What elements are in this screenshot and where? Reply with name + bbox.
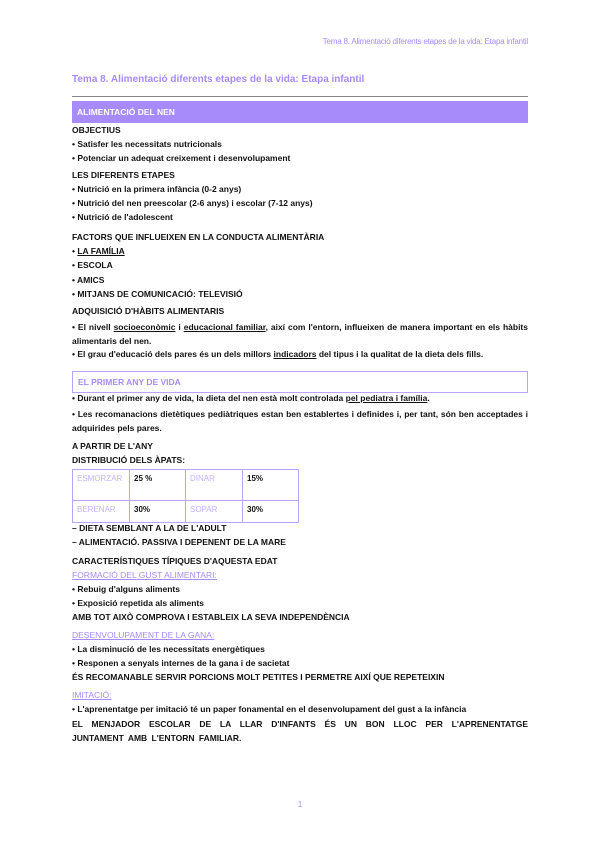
heading-factors: FACTORS QUE INFLUEIXEN EN LA CONDUCTA ALIMENTÀRIA xyxy=(72,232,325,242)
list-item: • Nutrició de l'adolescent xyxy=(72,212,173,222)
table-cell: 15% xyxy=(243,470,299,501)
heading-caracteristiques: CARACTERÍSTIQUES TÍPIQUES D'AQUESTA EDAT xyxy=(72,556,278,566)
running-header: Tema 8. Alimentació diferents etapes de la vida: Etapa infantil xyxy=(322,37,528,46)
page-number: 1 xyxy=(297,800,303,809)
subheading-gana: DESENVOLUPAMENT DE LA GANA: xyxy=(72,630,215,640)
paragraph: • Les recomanacions dietètiques pediàtriques estan ben establertes i definides i, per tant, són ben acceptades i adquirides pels pares. xyxy=(72,409,528,433)
heading-objectius: OBJECTIUS xyxy=(72,125,121,135)
dash-item: – DIETA SEMBLANT A LA DE L'ADULT xyxy=(72,523,227,533)
table-cell: BERENAR xyxy=(73,501,130,523)
section-heading-primer-any: EL PRIMER ANY DE VIDA xyxy=(72,371,528,393)
title-divider xyxy=(72,96,528,97)
heading-a-partir: A PARTIR DE L'ANY xyxy=(72,441,153,451)
list-item: • L'aprenentatge per imitació té un paper fonamental en el desenvolupament del gust a la infància xyxy=(72,704,467,714)
note: EL MENJADOR ESCOLAR DE LA LLAR D'INFANTS ÉS UN BON LLOC PER L'APRENENTATGE JUNTAMENT AMB L'ENTORN FAMILIAR. xyxy=(72,719,528,743)
list-item: • La disminució de les necessitats energètiques xyxy=(72,644,265,654)
dash-item: – ALIMENTACIÓ. PASSIVA I DEPENENT DE LA MARE xyxy=(72,537,286,547)
table-cell: ESMORZAR xyxy=(73,470,130,501)
paragraph: • Durant el primer any de vida, la dieta del nen està molt controlada pel pediatra i família. xyxy=(72,393,430,403)
table-row xyxy=(73,470,299,501)
list-item: • Nutrició en la primera infància (0-2 anys) xyxy=(72,184,242,194)
list-item: • Potenciar un adequat creixement i desenvolupament xyxy=(72,153,291,163)
list-item: • Nutrició del nen preescolar (2-6 anys) i escolar (7-12 anys) xyxy=(72,198,313,208)
meal-distribution-table xyxy=(72,469,299,523)
note: AMB TOT AIXÒ COMPROVA I ESTABLEIX LA SEVA INDEPENDÈNCIA xyxy=(72,612,350,622)
table-cell: DINAR xyxy=(186,470,243,501)
list-item: • MITJANS DE COMUNICACIÓ: TELEVISIÓ xyxy=(72,289,243,299)
table-row xyxy=(73,501,299,523)
table-cell: SOPAR xyxy=(186,501,243,523)
page-title: Tema 8. Alimentació diferents etapes de la vida: Etapa infantil xyxy=(72,74,365,85)
list-item: • AMICS xyxy=(72,275,105,285)
list-item: • LA FAMÍLIA xyxy=(72,246,125,256)
paragraph: • El grau d'educació dels pares és un dels millors indicadors del tipus i la qualitat de la dieta dels fills. xyxy=(72,349,484,359)
subheading-gust: FORMACIÓ DEL GUST ALIMENTARI: xyxy=(72,570,217,580)
list-item: • Responen a senyals internes de la gana i de sacietat xyxy=(72,658,290,668)
heading-etapes: LES DIFERENTS ETAPES xyxy=(72,170,175,180)
section-heading-alimentacio: ALIMENTACIÓ DEL NEN xyxy=(72,101,528,123)
table-cell: 25 % xyxy=(130,470,186,501)
list-item: • Satisfer les necessitats nutricionals xyxy=(72,139,222,149)
list-item: • ESCOLA xyxy=(72,260,113,270)
note: ÉS RECOMANABLE SERVIR PORCIONS MOLT PETITES I PERMETRE AIXÍ QUE REPETEIXIN xyxy=(72,672,445,682)
table-cell: 30% xyxy=(130,501,186,523)
table-cell: 30% xyxy=(243,501,299,523)
heading-habits: ADQUISICIÓ D'HÀBITS ALIMENTARIS xyxy=(72,306,225,316)
paragraph: • El nivell socioeconòmic i educacional familiar, així com l'entorn, influeixen de manera important en els hàbits alimentaris del nen. xyxy=(72,322,528,346)
list-item: • Exposició repetida als aliments xyxy=(72,598,204,608)
subheading-imitacio: IMITACIÓ: xyxy=(72,690,112,700)
heading-distribucio: DISTRIBUCIÓ DELS ÀPATS: xyxy=(72,455,186,465)
list-item: • Rebuig d'alguns aliments xyxy=(72,584,180,594)
